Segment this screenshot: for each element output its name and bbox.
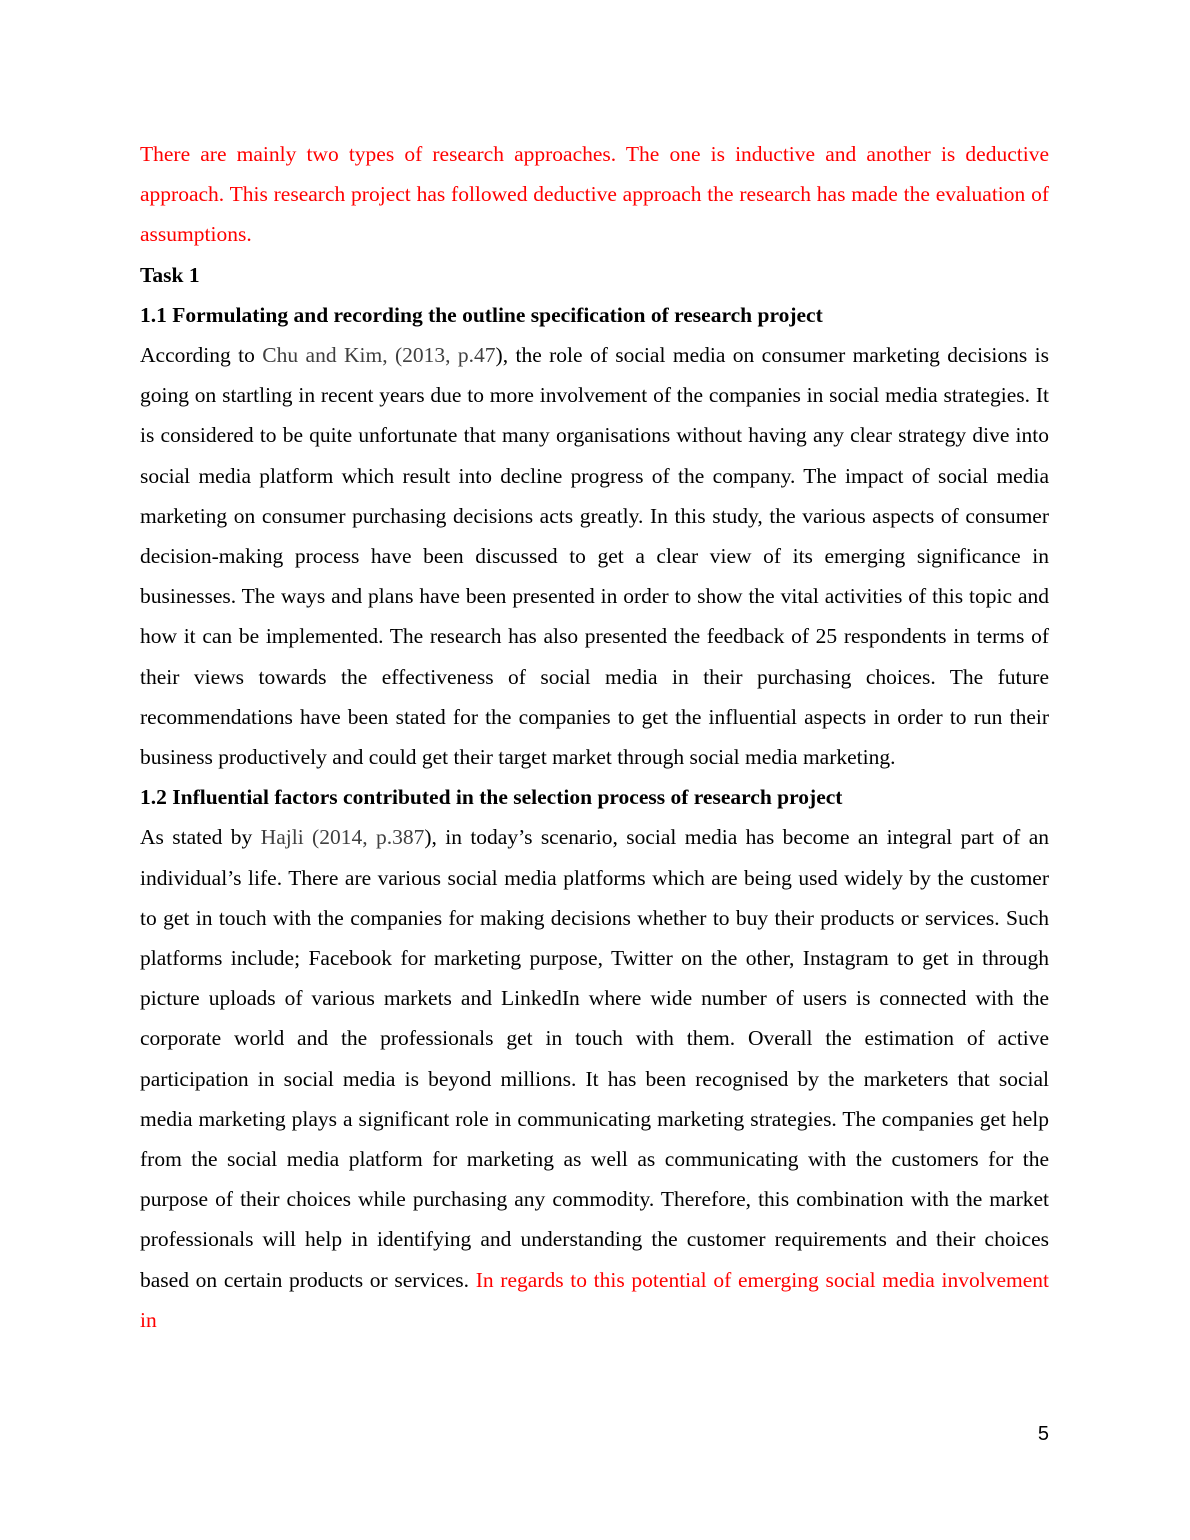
intro-paragraph: There are mainly two types of research approaches. The one is inductive and another is deductive approach. This research project has followed deductive approach the research has made the evaluation of assumptions. [140, 142, 1049, 247]
section-1-2-heading: 1.2 Influential factors contributed in the selection process of research project [140, 785, 843, 810]
document-body [140, 134, 1049, 1340]
task-heading: Task 1 [140, 262, 200, 287]
section-1-2-lead: As stated by [140, 825, 261, 850]
section-1-1-paragraph [140, 335, 1049, 777]
section-1-2-body: ), in today’s scenario, social media has become an integral part of an individual’s life. There are various social media platforms which are being used widely by the customer to get in touch with the companies for making decisions whether to buy their products or services. Such platforms include; Facebook for marketing purpose, Twitter on the other, Instagram to get in through picture uploads of various markets and LinkedIn where wide number of users is connected with the corporate world and the professionals get in touch with them. Overall the estimation of active participation in social media is beyond millions. It has been recognised by the marketers that social media marketing plays a significant role in communicating marketing strategies. The companies get help from the social media platform for marketing as well as communicating with the customers for the purpose of their choices while purchasing any commodity. Therefore, this combination with the market professionals will help in identifying and understanding the customer requirements and their choices based on certain products or services. [140, 825, 1049, 1292]
citation-chu-kim: Chu and Kim, (2013, p.47 [262, 343, 496, 368]
section-1-2-paragraph [140, 817, 1049, 1340]
section-1-1-heading: 1.1 Formulating and recording the outline specification of research project [140, 302, 823, 327]
citation-hajli: Hajli (2014, p.387 [260, 825, 425, 850]
section-1-1-body: ), the role of social media on consumer marketing decisions is going on startling in recent years due to more involvement of the companies in social media strategies. It is considered to be quite unfortunate that many organisations without having any clear strategy dive into social media platform which result into decline progress of the company. The impact of social media marketing on consumer purchasing decisions acts greatly. In this study, the various aspects of consumer decision-making process have been discussed to get a clear view of its emerging significance in businesses. The ways and plans have been presented in order to show the vital activities of this topic and how it can be implemented. The research has also presented the feedback of 25 respondents in terms of their views towards the effectiveness of social media in their purchasing choices. The future recommendations have been stated for the companies to get the influential aspects in order to run their business productively and could get their target market through social media marketing. [140, 343, 1049, 770]
section-1-2-highlight: In regards to this potential of emerging social media involvement in [140, 1267, 1050, 1332]
section-1-1-lead: According to [140, 343, 263, 368]
page-number: 5 [1037, 1423, 1049, 1445]
